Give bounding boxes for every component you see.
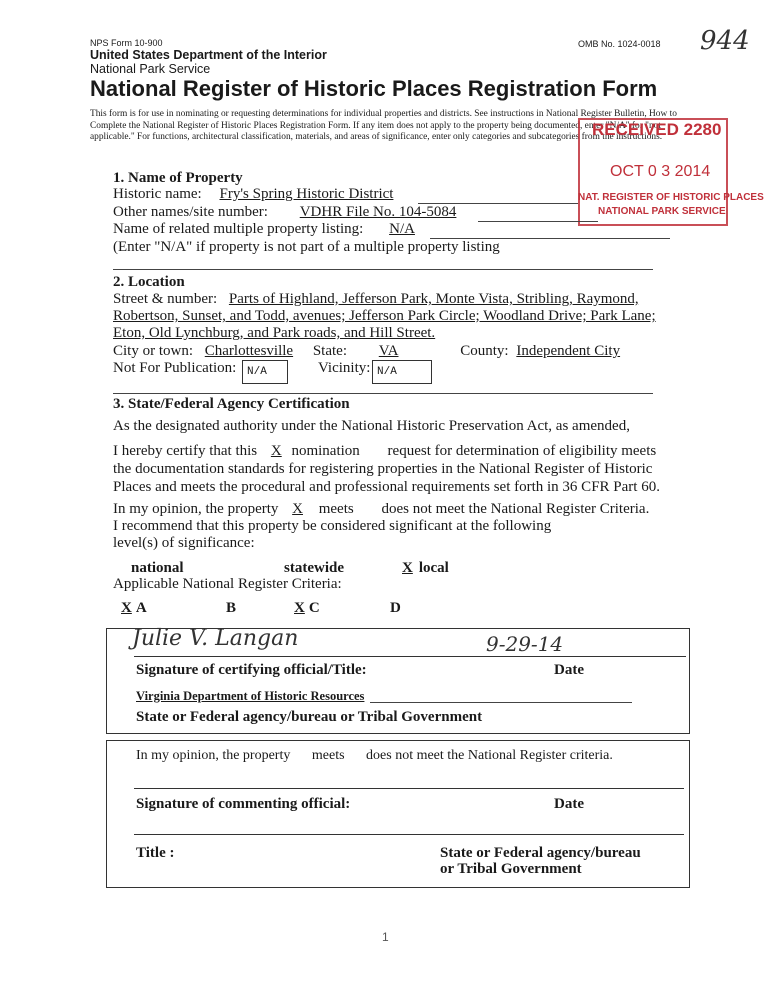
section-2-divider: [113, 393, 653, 394]
form-number: NPS Form 10-900: [90, 38, 163, 48]
handwritten-number: 944: [700, 26, 750, 56]
not-for-publication-box[interactable]: N/A: [242, 360, 288, 384]
recommend-line-1: I recommend that this property be considered significant at the following: [113, 518, 552, 534]
opinion-text-c: does not meet the National Register Criteria.: [381, 501, 650, 517]
vicinity-label: Vicinity:: [318, 360, 371, 376]
instructions-paragraph: This form is for use in nominating or requesting determinations for individual properties and districts. See instructions in National Register Bulletin, How to Complete the National Register of Historic Places Registration Form. If any item does not apply to the property being documented, enter "N/A" for "not applicable." For functions, architectural classification, materials, and areas of significance, enter only categories and subcategories from the instructions.: [90, 109, 677, 142]
street-line-3: Eton, Old Lynchburg, and Park roads, and Hill Street.: [113, 325, 436, 341]
authority-intro: As the designated authority under the National Historic Preservation Act, as amended,: [113, 418, 630, 434]
street-line-2: Robertson, Sunset, and Todd, avenues; Jefferson Park Circle; Woodland Drive; Park Lane;: [113, 308, 656, 324]
historic-name-label: Historic name:: [113, 186, 202, 202]
recommend-line-2: level(s) of significance:: [113, 535, 255, 551]
street-line-1: Parts of Highland, Jefferson Park, Monte Vista, Stribling, Raymond,: [228, 291, 639, 307]
commenting-agency-line-2: or Tribal Government: [440, 861, 582, 877]
county-label: County:: [460, 343, 509, 359]
criterion-a: X A: [113, 600, 147, 617]
opinion-meets-mark: X: [292, 501, 303, 517]
commenting-title-line: [134, 834, 684, 835]
county-value: Independent City: [516, 343, 621, 359]
stamp-received: RECEIVED 2280: [592, 120, 722, 139]
level-local-mark: X: [402, 560, 413, 576]
certifying-signature-line: [134, 656, 686, 657]
certifying-agency-name: Virginia Department of Historic Resources: [136, 689, 365, 703]
commenting-title-label: Title :: [136, 845, 175, 861]
opinion-row: [113, 501, 649, 518]
certifying-agency-rule: [370, 702, 632, 703]
commenting-date-label: Date: [554, 796, 584, 812]
section-1-heading: 1. Name of Property: [113, 170, 243, 186]
related-listing-note: (Enter "N/A" if property is not part of a multiple property listing: [113, 239, 500, 255]
level-statewide: statewide: [284, 560, 344, 576]
city-value: Charlottesville: [204, 343, 294, 359]
certify-text-c: request for determination of eligibility meets: [387, 443, 657, 459]
criteria-label: Applicable National Register Criteria:: [113, 576, 342, 592]
related-listing-label: Name of related multiple property listing:: [113, 221, 364, 237]
stamp-date: OCT 0 3 2014: [610, 163, 711, 180]
historic-name-row: [113, 186, 399, 203]
related-listing-row: [113, 221, 415, 238]
city-label: City or town:: [113, 343, 194, 359]
page-number: 1: [382, 930, 389, 944]
commenting-signature-label: Signature of commenting official:: [136, 796, 351, 812]
not-for-publication-label: Not For Publication:: [113, 360, 237, 376]
certify-line-2: the documentation standards for registering properties in the National Register of Historic: [113, 461, 653, 477]
section-2-heading: 2. Location: [113, 274, 185, 290]
certify-line-3: Places and meets the procedural and professional requirements set forth in 36 CFR Part 60.: [113, 479, 660, 495]
historic-name-value: Fry's Spring Historic District: [219, 186, 394, 202]
criterion-a-mark: X: [121, 600, 132, 616]
comment-opinion-row: In my opinion, the property meets does not meet the National Register criteria.: [136, 748, 613, 763]
opinion-text-a: In my opinion, the property: [113, 501, 279, 517]
certifying-date-label: Date: [554, 662, 584, 678]
criterion-b: B: [226, 600, 237, 616]
other-names-label: Other names/site number:: [113, 204, 268, 220]
certify-text-a: I hereby certify that this: [113, 443, 258, 459]
agency-name: National Park Service: [90, 62, 211, 76]
department-name: United States Department of the Interior: [90, 48, 327, 62]
stamp-register: NAT. REGISTER OF HISTORIC PLACES: [578, 192, 764, 203]
level-national: national: [131, 560, 184, 576]
criterion-c: X C: [286, 600, 320, 617]
certify-text-b: nomination: [291, 443, 360, 459]
section-3-heading: 3. State/Federal Agency Certification: [113, 396, 350, 412]
street-row: [113, 291, 639, 308]
certifying-date-handwritten: 9-29-14: [486, 632, 564, 656]
related-listing-value: N/A: [389, 221, 415, 237]
section-1-divider: [113, 269, 653, 270]
certifying-signature: Julie V. Langan: [132, 626, 299, 651]
form-title: National Register of Historic Places Registration Form: [90, 76, 658, 101]
stamp-service: NATIONAL PARK SERVICE: [598, 206, 726, 217]
state-value: VA: [378, 343, 399, 359]
other-names-row: [113, 204, 456, 221]
criterion-c-mark: X: [294, 600, 305, 616]
certify-row: [113, 443, 656, 460]
commenting-agency-line-1: State or Federal agency/bureau: [440, 845, 641, 861]
vicinity-box[interactable]: N/A: [372, 360, 432, 384]
other-names-value: VDHR File No. 104-5084: [299, 204, 457, 220]
level-local: X local: [392, 560, 449, 577]
certifying-agency-label: State or Federal agency/bureau or Tribal Government: [136, 709, 483, 725]
state-label: State:: [312, 343, 348, 359]
commenting-signature-line: [134, 788, 684, 789]
other-names-rule: [478, 221, 598, 222]
city-row: [113, 343, 620, 360]
criterion-d: D: [390, 600, 401, 616]
opinion-text-b: meets: [318, 501, 354, 517]
certify-nomination-mark: X: [270, 443, 282, 459]
street-label: Street & number:: [113, 291, 218, 307]
omb-number: OMB No. 1024-0018: [578, 39, 661, 49]
certifying-signature-label: Signature of certifying official/Title:: [136, 662, 367, 678]
